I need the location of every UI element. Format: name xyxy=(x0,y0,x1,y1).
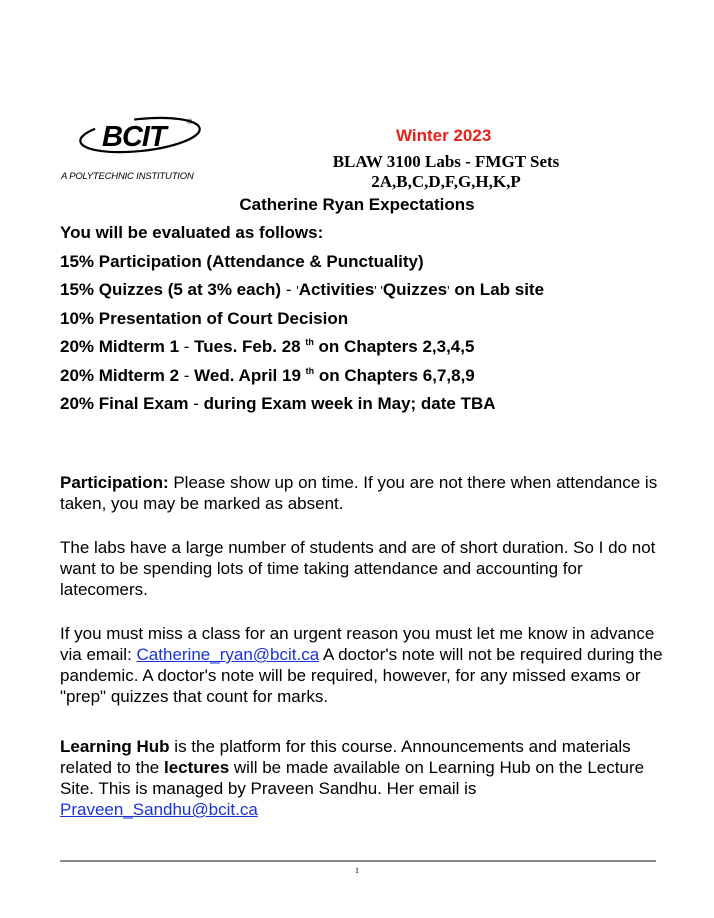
quizzes-activities: Activities xyxy=(298,280,375,299)
quote-mark: ' xyxy=(296,283,299,298)
bcit-logo-graphic xyxy=(60,112,240,184)
midterm1-date: Tues. Feb. 28 xyxy=(194,337,306,356)
evaluation-list xyxy=(60,222,680,422)
learning-hub-paragraph xyxy=(60,736,670,820)
final-timing: during Exam week in May; date TBA xyxy=(203,394,496,413)
logo-tagline: A POLYTECHNIC INSTITUTION xyxy=(61,171,194,182)
midterm1-ordinal: th xyxy=(305,337,314,347)
expectations-heading: Catherine Ryan Expectations xyxy=(239,195,475,214)
quote-mark: ' ' xyxy=(374,283,383,298)
participation-text: Please show up on time. If you are not there when attendance is taken, you may be marked as absent. xyxy=(60,473,658,513)
final-weight: 20% Final Exam xyxy=(60,394,189,413)
catherine-email-link[interactable]: Catherine_ryan@bcit.ca xyxy=(136,645,320,664)
bcit-logo xyxy=(60,112,240,184)
term-label: Winter 2023 xyxy=(396,126,492,145)
footer-divider xyxy=(60,860,656,862)
evaluation-intro: You will be evaluated as follows: xyxy=(60,223,324,242)
course-title-line2: 2A,B,C,D,F,G,H,K,P xyxy=(371,172,521,191)
quizzes-separator: - xyxy=(281,280,297,299)
quizzes-weight: 15% Quizzes (5 at 3% each) xyxy=(60,280,282,299)
evaluation-item-presentation: 10% Presentation of Court Decision xyxy=(60,308,349,328)
evaluation-item-participation: 15% Participation (Attendance & Punctuality) xyxy=(60,251,424,271)
page-number: 1 xyxy=(355,866,359,875)
final-separator: - xyxy=(188,394,204,413)
course-title-line1: BLAW 3100 Labs - FMGT Sets xyxy=(332,152,560,171)
midterm2-chapters: on Chapters 6,7,8,9 xyxy=(314,365,475,385)
missed-class-text-before: If you must miss a class for an urgent reason you must let me know in advance via email: xyxy=(60,624,655,664)
evaluation-item-quizzes xyxy=(60,279,680,308)
evaluation-item-midterm2 xyxy=(60,365,680,394)
midterm2-separator: - xyxy=(179,365,195,385)
course-title xyxy=(310,152,582,192)
praveen-email-link[interactable]: Praveen_Sandhu@bcit.ca xyxy=(60,800,258,819)
midterm1-weight: 20% Midterm 1 xyxy=(60,337,180,356)
quizzes-location: on Lab site xyxy=(449,280,545,299)
evaluation-item-midterm1 xyxy=(60,336,680,365)
midterm2-date: Wed. April 19 xyxy=(194,365,306,385)
midterm1-chapters: on Chapters 2,3,4,5 xyxy=(313,337,475,356)
quizzes-quizzes: Quizzes xyxy=(382,280,448,299)
midterm1-separator: - xyxy=(179,337,195,356)
logo-registered-mark: ® xyxy=(187,119,193,126)
participation-paragraph xyxy=(60,472,670,514)
missed-class-text-after: A doctor's note will not be required during the pandemic. A doctor's note will be required, however, for any missed exams or "prep" quizzes that count for marks. xyxy=(60,645,663,706)
logo-wordmark: BCIT xyxy=(102,121,166,153)
missed-class-paragraph xyxy=(60,623,670,707)
midterm2-ordinal: th xyxy=(305,365,315,376)
lectures-bold: lectures xyxy=(163,758,230,777)
midterm2-weight: 20% Midterm 2 xyxy=(60,365,180,385)
labs-paragraph: The labs have a large number of students and are of short duration. So I do not want to be spending lots of time taking attendance and accounting for latecomers. xyxy=(60,538,656,599)
learning-hub-text1: is the platform for this course. Announcements and materials related to the xyxy=(60,737,631,777)
quote-mark: ' xyxy=(447,283,450,298)
participation-label: Participation: xyxy=(60,473,169,492)
learning-hub-label: Learning Hub xyxy=(60,737,170,756)
evaluation-item-final xyxy=(60,393,680,422)
learning-hub-text2: will be made available on Learning Hub on the Lecture Site. This is managed by Praveen Sandhu. Her email is xyxy=(60,758,645,798)
